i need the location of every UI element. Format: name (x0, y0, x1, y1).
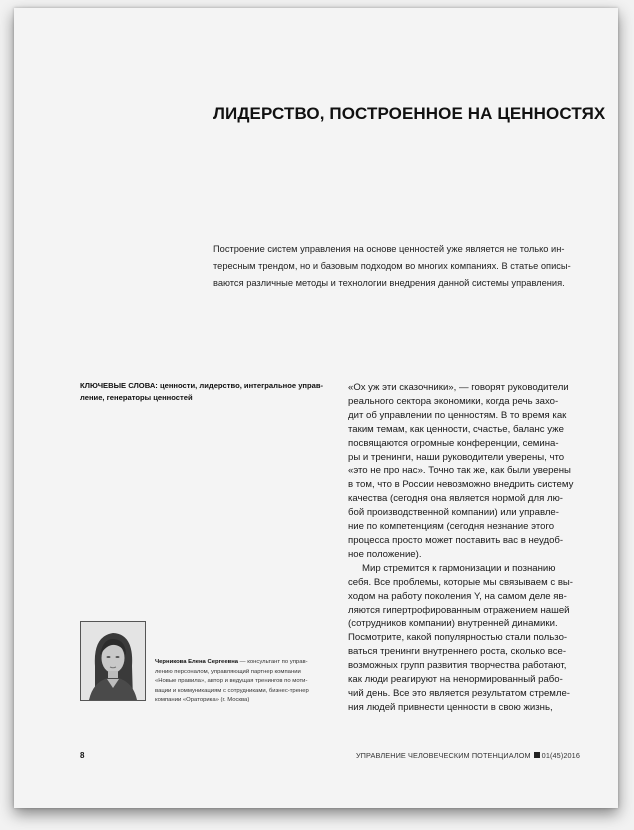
keywords-line: КЛЮЧЕВЫЕ СЛОВА: ценности, лидерство, интегральное управ- (80, 381, 324, 390)
author-line: лению персоналом, управляющий партнер компании (155, 668, 301, 675)
body-line: посвящаются огромные конференции, семина- (348, 437, 559, 449)
body-line: ное положение). (348, 548, 422, 560)
body-line: процесса просто может поставить вас в неудоб- (348, 534, 564, 546)
lead-line: тересным трендом, но и базовым подходом во многих компаниях. В статье описы- (213, 261, 571, 271)
lead-line: ваются различные методы и технологии внедрения данной системы управления. (213, 278, 565, 288)
body-line: ходом на работу поколения Y, на самом деле яв- (348, 590, 567, 602)
journal-name: УПРАВЛЕНИЕ ЧЕЛОВЕЧЕСКИМ ПОТЕНЦИАЛОМ (355, 751, 531, 760)
author-photo (80, 621, 146, 701)
article-title: ЛИДЕРСТВО, ПОСТРОЕННОЕ НА ЦЕННОСТЯХ (213, 104, 606, 123)
body-line: таким темам, как ценности, счастье, баланс уже (348, 423, 564, 435)
body-line: ния людей привнести ценности в свою жизнь, (348, 701, 553, 713)
author-bio-first: — консультант по управ- (238, 659, 308, 665)
body-line: чий день. Все это является результатом стремле- (348, 687, 570, 699)
running-footer (356, 751, 580, 760)
author-line (155, 658, 333, 668)
keywords-line: ление, генераторы ценностей (80, 392, 193, 402)
body-line: качества (сегодня она является нормой для лю- (348, 493, 563, 505)
body-line: «Ох уж эти сказочники», — говорят руководители (348, 382, 569, 393)
body-line: Мир стремится к гармонизации и познанию (362, 562, 556, 574)
author-line: компании «Ораторика» (г. Москва) (155, 697, 250, 704)
body-line: бой производственной компании) или управле- (348, 507, 559, 519)
author-name: Черникова Елена Сергеевна (155, 659, 239, 665)
article-lead (213, 241, 585, 292)
author-line: «Новые правила», автор и ведущая тренингов по моти- (155, 678, 308, 685)
body-line: дит об управлении по ценностям. В то время как (348, 409, 567, 421)
body-line: себя. Все проблемы, которые мы связываем с вы- (348, 576, 574, 588)
page-number: 8 (80, 751, 85, 760)
author-info (155, 658, 333, 706)
body-line: как люди реагируют на ненормированный рабо- (348, 674, 563, 686)
magazine-page (14, 8, 618, 808)
body-line: ние по компетенциям (сегодня незнание этого (348, 521, 555, 533)
body-line: в том, что в России невозможно внедрить систему (348, 479, 574, 491)
body-line: ваться тренинги внутреннего роста, сколько все- (348, 646, 567, 658)
keywords-block (80, 380, 326, 403)
lead-line: Построение систем управления на основе ценностей уже является не только ин- (213, 244, 565, 254)
article-body (348, 381, 598, 715)
body-line: реального сектора экономики, когда речь захо- (348, 395, 559, 407)
issue-number: 01(45)2016 (541, 751, 580, 760)
body-line: «это не про нас». Точно так же, как были уверены (348, 465, 571, 477)
body-line: ры и тренинги, наши руководители уверены, что (348, 451, 565, 463)
square-separator-icon (534, 752, 540, 758)
body-line: (сотрудников компании) внутренней динамики. (348, 618, 558, 630)
author-line: вации и коммуникациям с сотрудниками, бизнес-тренер (155, 687, 309, 694)
body-line: ляются гипертрофированным отражением нашей (348, 604, 570, 616)
author-portrait-image (81, 622, 145, 700)
body-line: возможных групп развития творчества работают, (348, 660, 567, 672)
body-line: Посмотрите, какой популярностью стали пользо- (348, 632, 568, 644)
